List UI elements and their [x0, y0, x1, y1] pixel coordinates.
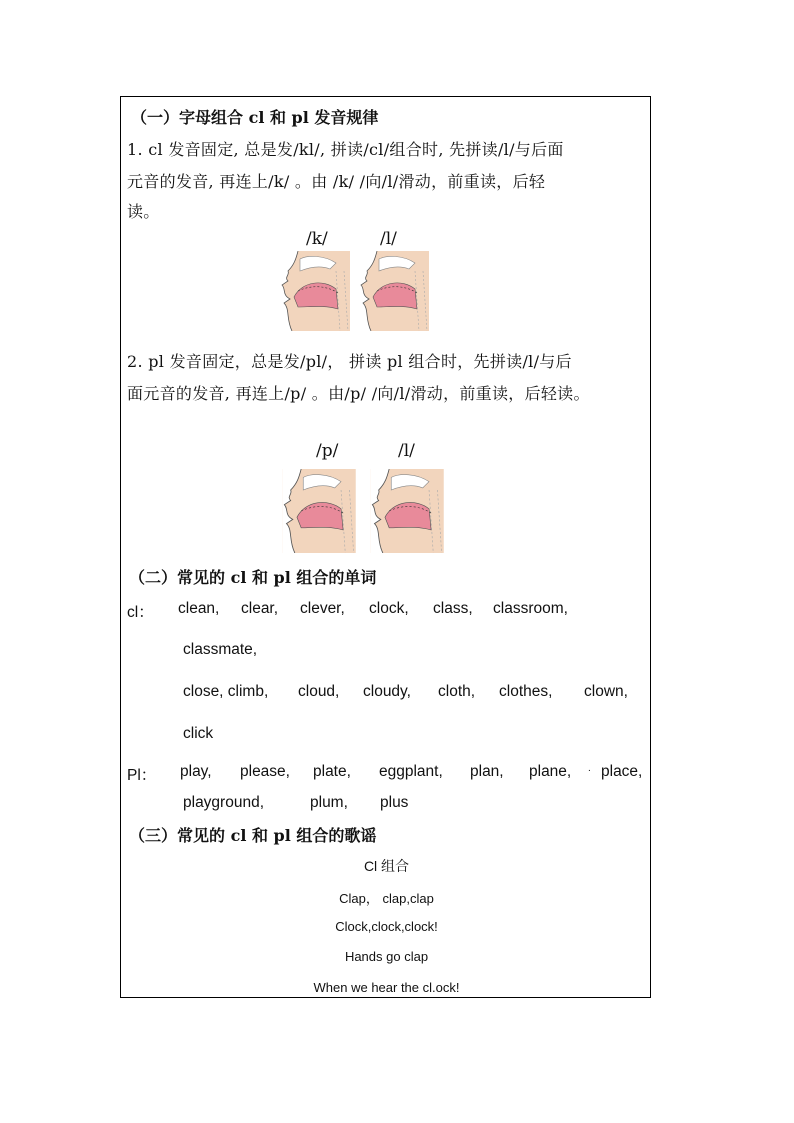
para1-line2: 元音的发音, 再连上/k/ 。由 /k/ /向/l/滑动，前重读，后轻 [127, 172, 546, 191]
word-plum: plum, [310, 794, 348, 811]
word-eggplant: eggplant, [379, 763, 443, 780]
word-cloth: cloth, [438, 683, 476, 700]
word-plane: plane, [529, 763, 572, 780]
cl-label: cl： [127, 604, 154, 621]
word-clown: clown, [584, 683, 628, 700]
mouth-l-sagittal-icon [358, 251, 430, 331]
word-playground: playground, [183, 794, 265, 811]
rhyme-line-4: When we hear the cl.ock! [313, 980, 460, 995]
rhyme-title: Cl 组合 [363, 858, 410, 874]
word-cloud: cloud, [298, 683, 340, 700]
word-clothes: clothes, [499, 683, 553, 700]
word-clear: clear, [241, 600, 279, 617]
word-clock: clock, [369, 600, 409, 617]
rhyme-line-3: Hands go clap [344, 949, 429, 964]
diagram1-label-l: /l/ [380, 229, 397, 249]
para1-line1: 1. cl 发音固定, 总是发/kl/, 拼读/cl/组合时, 先拼读/l/与后面 [127, 140, 564, 159]
word-clean: clean, [178, 600, 220, 617]
word-cloudy: cloudy, [363, 683, 411, 700]
rhyme-line-1: Clap， clap,clap [339, 891, 434, 906]
word-classmate: classmate, [183, 641, 258, 658]
mouth-l-sagittal-icon-2 [370, 469, 444, 553]
lesson-frame [120, 96, 651, 998]
word-place: place, [601, 763, 643, 780]
word-play: play, [180, 763, 212, 780]
word-clever: clever, [300, 600, 345, 617]
mouth-p-sagittal-icon [281, 469, 357, 553]
word-classroom: classroom, [493, 600, 568, 617]
stray-dot: . [588, 763, 591, 774]
word-close-climb: close, climb, [183, 683, 269, 700]
rhyme-line-2: Clock,clock,clock! [335, 919, 438, 934]
mouth-k-sagittal-icon [279, 251, 351, 331]
diagram2-label-l: /l/ [398, 441, 415, 461]
section2-heading: （二）常见的 cl 和 pl 组合的单词 [129, 568, 377, 587]
word-class: class, [433, 600, 473, 617]
para2-line1: 2. pl 发音固定，总是发/pl/， 拼读 pl 组合时，先拼读/l/与后 [127, 352, 572, 371]
word-please: please, [240, 763, 290, 780]
section1-heading: （一）字母组合 cl 和 pl 发音规律 [131, 108, 379, 127]
diagram1-label-k: /k/ [306, 229, 328, 249]
word-plate: plate, [313, 763, 351, 780]
diagram2-label-p: /p/ [316, 441, 339, 461]
para2-line2: 面元音的发音, 再连上/p/ 。由/p/ /向/l/滑动，前重读，后轻读。 [127, 384, 590, 403]
word-plan: plan, [470, 763, 504, 780]
word-plus: plus [380, 794, 409, 811]
section3-heading: （三）常见的 cl 和 pl 组合的歌谣 [129, 826, 377, 845]
para1-line3: 读。 [127, 202, 160, 221]
pl-label: Pl： [127, 767, 157, 784]
word-click: click [183, 725, 214, 742]
